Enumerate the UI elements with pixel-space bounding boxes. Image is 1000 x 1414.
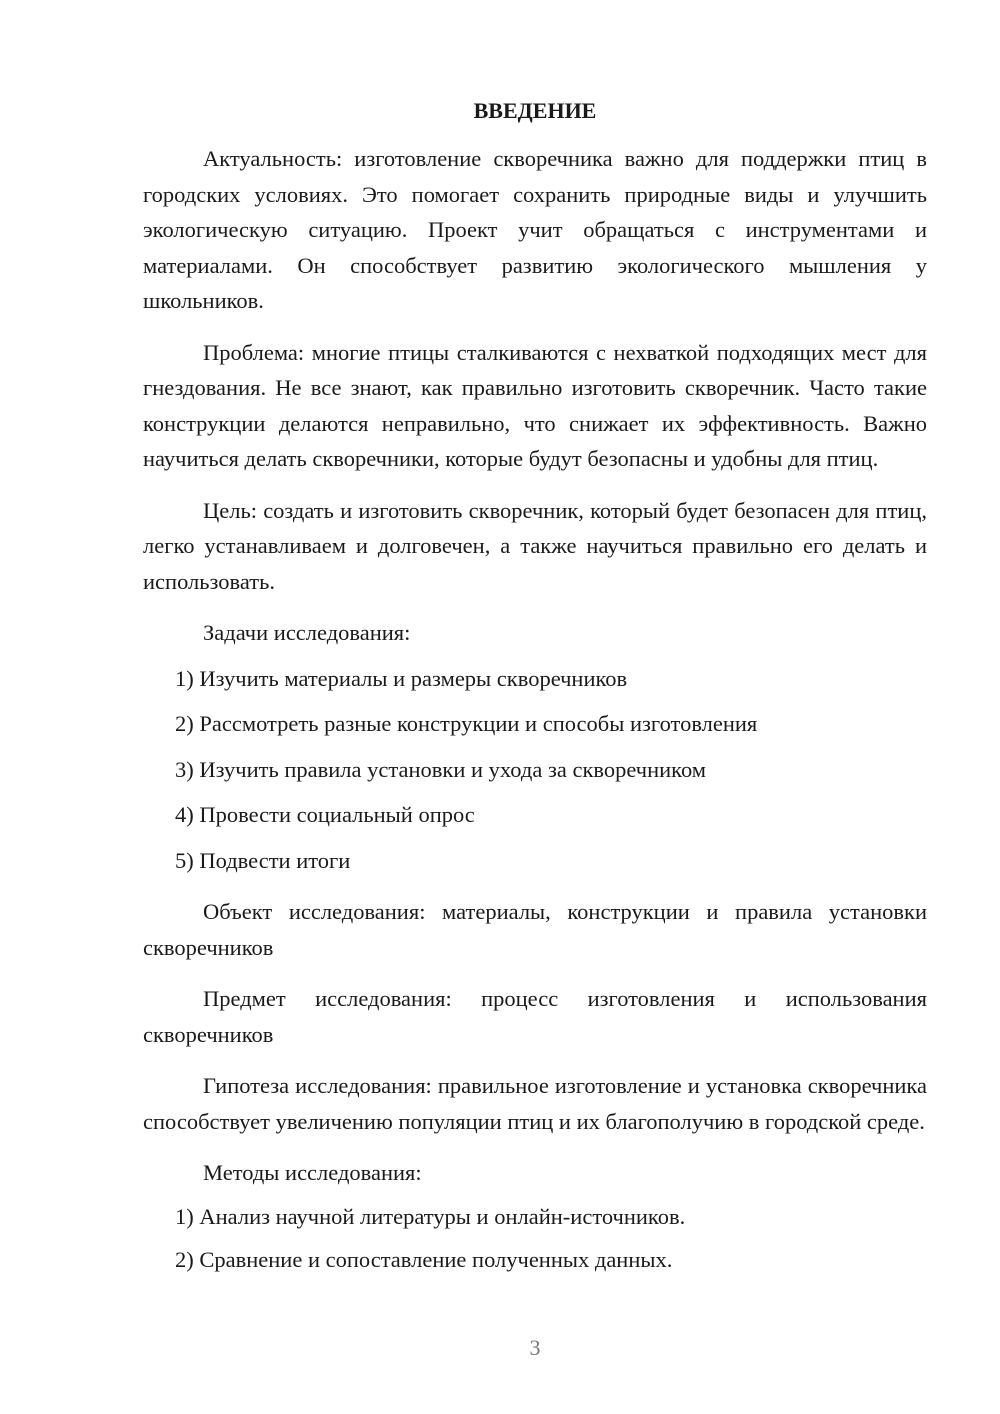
method-item: 2) Сравнение и сопоставление полученных данных. [175, 1247, 673, 1272]
goal-paragraph: Цель: создать и изготовить скворечник, который будет безопасен для птиц, легко устанавливаем и долговечен, а также научиться правильно его делать и использовать. [143, 497, 927, 594]
section-title: ВВЕДЕНИЕ [473, 98, 597, 123]
methods-label: Методы исследования: [203, 1160, 422, 1185]
subject-paragraph: Предмет исследования: процесс изготовления и использования скворечников [143, 986, 927, 1047]
task-item: 2) Рассмотреть разные конструкции и способы изготовления [175, 711, 758, 736]
relevance-paragraph: Актуальность: изготовление скворечника важно для поддержки птиц в городских условиях. Это помогает сохранить природные виды и улучшить экологическую ситуацию. Проект учит обращаться с инструментами и материалами. Он способствует развитию экологического мышления у школьников. [143, 146, 927, 313]
tasks-label: Задачи исследования: [203, 620, 411, 645]
object-paragraph: Объект исследования: материалы, конструкции и правила установки скворечников [143, 899, 927, 960]
tasks-list [143, 661, 927, 879]
task-item: 5) Подвести итоги [175, 847, 351, 873]
task-item: 4) Провести социальный опрос [175, 802, 475, 827]
page-number: 3 [529, 1335, 541, 1360]
task-item: 1) Изучить материалы и размеры скворечников [175, 665, 628, 691]
page-content [143, 95, 927, 1278]
hypothesis-paragraph: Гипотеза исследования: правильное изготовление и установка скворечника способствует увеличению популяции птиц и их благополучию в городской среде. [143, 1073, 927, 1134]
problem-paragraph: Проблема: многие птицы сталкиваются с нехваткой подходящих мест для гнездования. Не все знают, как правильно изготовить скворечник. Часто такие конструкции делаются неправильно, что снижает их эффективность. Важно научиться делать скворечники, которые будут безопасны и удобны для птиц. [143, 339, 927, 471]
task-item: 3) Изучить правила установки и ухода за скворечником [175, 756, 707, 782]
method-item: 1) Анализ научной литературы и онлайн-источников. [175, 1203, 686, 1229]
methods-list [143, 1199, 927, 1278]
